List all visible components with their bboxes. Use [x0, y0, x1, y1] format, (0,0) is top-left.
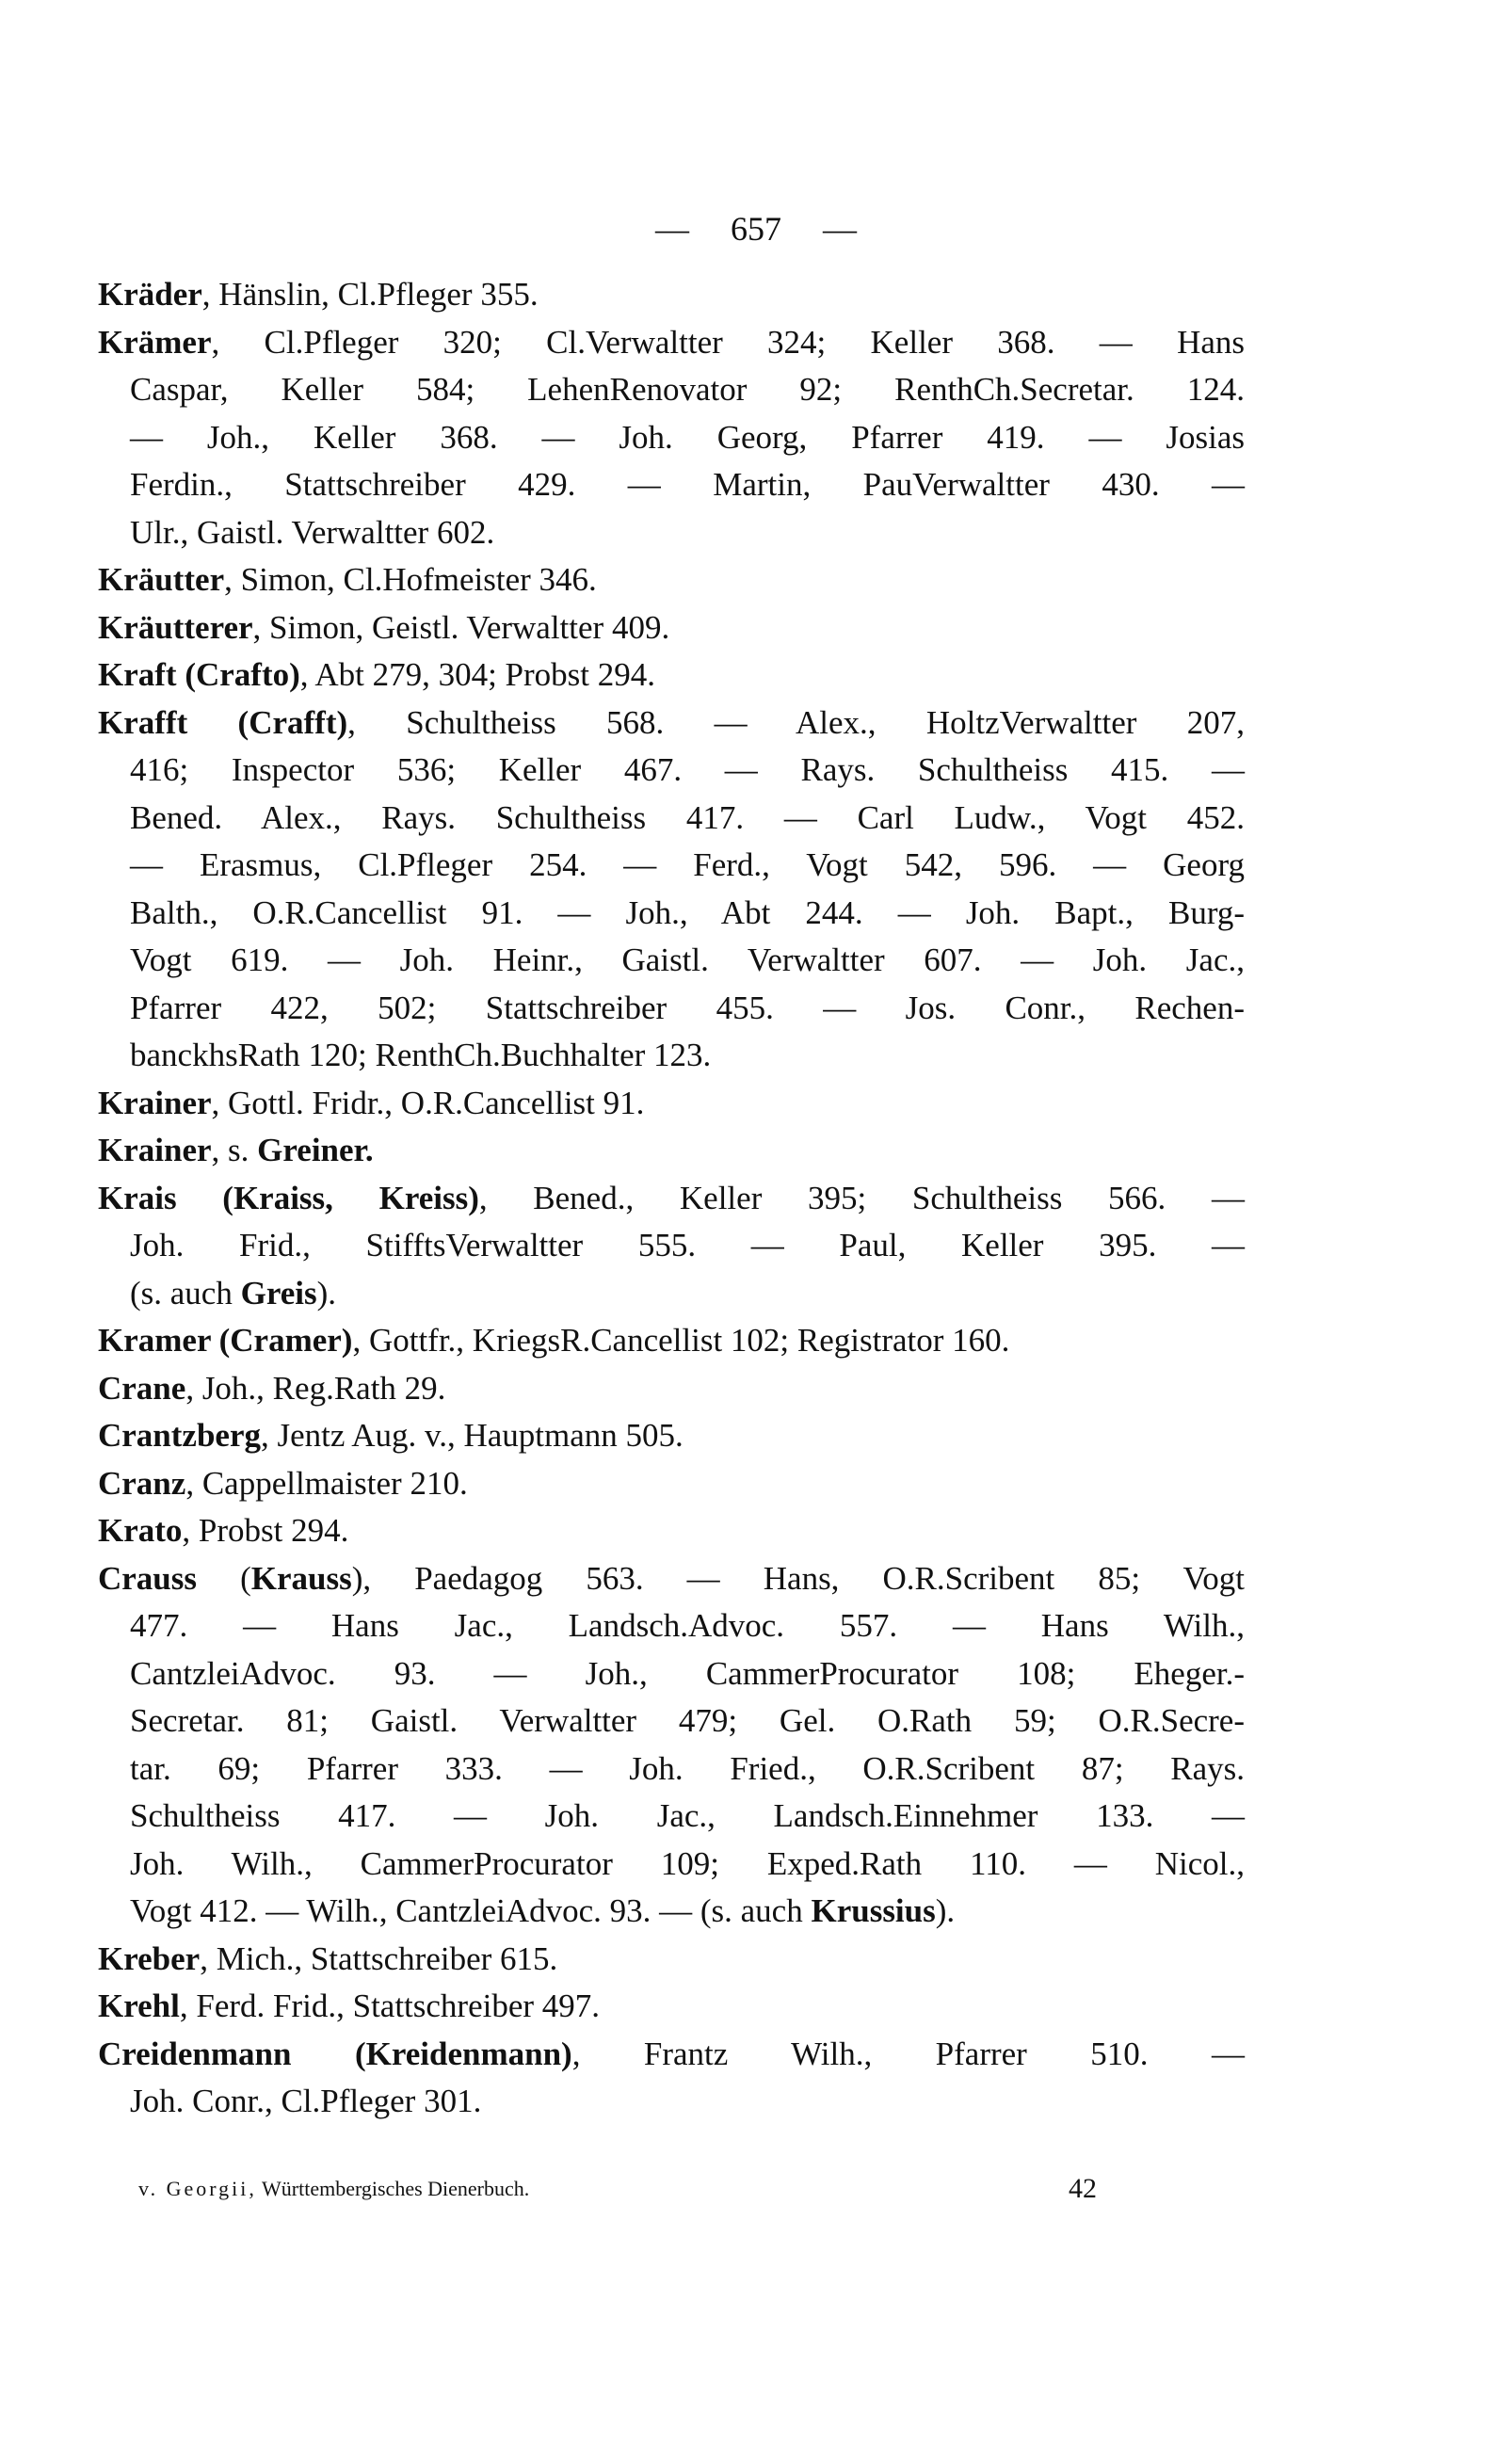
entry-text: , Simon, Geistl. Verwaltter 409.	[252, 608, 670, 646]
entry-text: , Joh., Reg.Rath 29.	[185, 1369, 446, 1407]
register-entry	[98, 1365, 1245, 1413]
register-entry	[98, 604, 1245, 652]
entry-text: (s. auch	[130, 1274, 241, 1311]
entry-line	[98, 1365, 1245, 1413]
entry-text: Joh. Conr., Cl.Pfleger 301.	[130, 2083, 482, 2119]
entry-line	[98, 1127, 1245, 1175]
entry-headword: Greis	[240, 1274, 317, 1311]
entry-line	[98, 509, 1245, 557]
page-number	[0, 209, 1512, 249]
register-entry	[98, 2031, 1245, 2126]
entry-line	[98, 271, 1245, 319]
entry-headword: Kraft (Crafto)	[98, 656, 300, 693]
entry-line	[98, 1841, 1245, 1889]
register-entry	[98, 1317, 1245, 1365]
register-entry	[98, 1555, 1245, 1936]
entry-text: Secretar. 81; Gaistl. Verwaltter 479; Gel. O.Rath 59; O.R.Secre-	[130, 1702, 1245, 1739]
entry-text: , Frantz Wilh., Pfarrer 510. —	[571, 2035, 1245, 2072]
entry-text: , Hänslin, Cl.Pfleger 355.	[201, 276, 539, 313]
entry-line	[98, 700, 1245, 748]
register-entry	[98, 319, 1245, 557]
entry-headword: Kräder	[98, 276, 202, 313]
entry-text: Ulr., Gaistl. Verwaltter 602.	[130, 513, 495, 551]
register-entry	[98, 1983, 1245, 2031]
entry-text: Joh. Frid., StifftsVerwaltter 555. — Paul, Keller 395. —	[130, 1227, 1245, 1263]
entry-line	[98, 937, 1245, 985]
register-entry	[98, 1080, 1245, 1128]
register-entry	[98, 1175, 1245, 1318]
entry-headword: Krehl	[98, 1987, 180, 2024]
entry-text: — Joh., Keller 368. — Joh. Georg, Pfarrer 419. — Josias	[130, 418, 1245, 456]
register-entry	[98, 700, 1245, 1080]
entry-line	[98, 1888, 1245, 1936]
entry-line	[98, 1460, 1245, 1508]
entry-text: 416; Inspector 536; Keller 467. — Rays. Schultheiss 415. —	[130, 751, 1245, 788]
page-number-dash-left: —	[655, 210, 689, 248]
entry-line	[98, 414, 1245, 462]
entry-headword: Crantzberg	[98, 1417, 262, 1454]
entry-line	[98, 1270, 1245, 1318]
entry-line	[98, 1507, 1245, 1555]
entry-text: banckhsRath 120; RenthCh.Buchhalter 123.	[130, 1037, 712, 1073]
entry-headword: Krainer	[98, 1132, 212, 1168]
entry-headword: Cranz	[98, 1464, 186, 1502]
entry-line	[98, 1602, 1245, 1650]
entry-headword: Greiner.	[257, 1132, 374, 1168]
entry-headword: Kramer (Cramer)	[98, 1322, 353, 1359]
entry-headword: Krainer	[98, 1084, 212, 1121]
entry-line	[98, 795, 1245, 843]
register-entry	[98, 1460, 1245, 1508]
entry-line	[98, 1555, 1245, 1603]
register-entries	[98, 271, 1245, 2126]
entry-line	[98, 1650, 1245, 1698]
entry-text: Balth., O.R.Cancellist 91. — Joh., Abt 244. — Joh. Bapt., Burg-	[130, 893, 1245, 931]
entry-text: , Schultheiss 568. — Alex., HoltzVerwaltter 207,	[347, 703, 1245, 741]
entry-headword: Krais (Kraiss, Kreiss)	[98, 1179, 479, 1216]
entry-line	[98, 1317, 1245, 1365]
entry-text: , Probst 294.	[182, 1512, 349, 1549]
entry-text: CantzleiAdvoc. 93. — Joh., CammerProcurator 108; Eheger.-	[130, 1654, 1245, 1692]
entry-text: , Bened., Keller 395; Schultheiss 566. —	[478, 1179, 1245, 1216]
page-number-dash-right: —	[823, 210, 857, 248]
entry-line	[98, 604, 1245, 652]
register-entry	[98, 652, 1245, 700]
entry-headword: Kräutter	[98, 561, 225, 598]
entry-line	[98, 652, 1245, 700]
printer-signature: 42	[1069, 2173, 1097, 2204]
entry-text: Joh. Wilh., CammerProcurator 109; Exped.Rath 110. — Nicol.,	[130, 1844, 1245, 1882]
entry-line	[98, 985, 1245, 1033]
register-entry	[98, 271, 1245, 319]
entry-text: , Gottfr., KriegsR.Cancellist 102; Registrator 160.	[352, 1322, 1010, 1359]
entry-text: — Erasmus, Cl.Pfleger 254. — Ferd., Vogt 542, 596. — Georg	[130, 846, 1245, 883]
entry-text: ), Paedagog 563. — Hans, O.R.Scribent 85; Vogt	[351, 1559, 1245, 1597]
entry-line	[98, 366, 1245, 414]
entry-line	[98, 1222, 1245, 1270]
entry-line	[98, 461, 1245, 509]
entry-text: , Simon, Cl.Hofmeister 346.	[224, 561, 597, 598]
entry-text: Vogt 619. — Joh. Heinr., Gaistl. Verwaltter 607. — Joh. Jac.,	[130, 941, 1245, 978]
entry-text: , Jentz Aug. v., Hauptmann 505.	[261, 1417, 684, 1454]
entry-line	[98, 1412, 1245, 1460]
entry-text: Schultheiss 417. — Joh. Jac., Landsch.Einnehmer 133. —	[130, 1797, 1245, 1834]
entry-text: Pfarrer 422, 502; Stattschreiber 455. — Jos. Conr., Rechen-	[130, 989, 1245, 1026]
footer-author: v. Georgii,	[138, 2177, 257, 2200]
entry-line	[98, 1032, 1245, 1080]
entry-text: Vogt 412. — Wilh., CantzleiAdvoc. 93. — (s. auch	[130, 1892, 812, 1929]
entry-line	[98, 1698, 1245, 1746]
entry-line	[98, 1936, 1245, 1984]
entry-line	[98, 319, 1245, 367]
footer-book-title: Württembergisches Dienerbuch.	[262, 2177, 530, 2200]
entry-line	[98, 556, 1245, 604]
entry-line	[98, 1746, 1245, 1794]
entry-line	[98, 842, 1245, 890]
page-footer	[138, 2173, 1174, 2204]
entry-headword: Creidenmann (Kreidenmann)	[98, 2035, 572, 2072]
entry-text: , Ferd. Frid., Stattschreiber 497.	[179, 1987, 601, 2024]
entry-text: , Cappellmaister 210.	[185, 1464, 468, 1502]
entry-headword: Kräutterer	[98, 608, 253, 646]
entry-text: , Abt 279, 304; Probst 294.	[299, 656, 656, 693]
entry-text: tar. 69; Pfarrer 333. — Joh. Fried., O.R.Scribent 87; Rays.	[130, 1749, 1245, 1787]
entry-line	[98, 1793, 1245, 1841]
entry-headword: Crauss	[98, 1559, 198, 1597]
entry-text: (	[197, 1559, 251, 1597]
entry-line	[98, 1080, 1245, 1128]
page-number-value: 657	[731, 210, 781, 248]
entry-headword: Krauss	[250, 1559, 352, 1597]
entry-text: Bened. Alex., Rays. Schultheiss 417. — Carl Ludw., Vogt 452.	[130, 798, 1245, 836]
entry-text: ).	[935, 1892, 956, 1929]
entry-headword: Krämer	[98, 323, 212, 361]
entry-line	[98, 2078, 1245, 2126]
entry-headword: Kreber	[98, 1939, 201, 1977]
entry-text: , s.	[211, 1132, 258, 1168]
entry-text: , Gottl. Fridr., O.R.Cancellist 91.	[211, 1084, 645, 1121]
register-entry	[98, 1936, 1245, 1984]
entry-text: Ferdin., Stattschreiber 429. — Martin, PauVerwaltter 430. —	[130, 466, 1245, 503]
entry-line	[98, 890, 1245, 938]
entry-headword: Krafft (Crafft)	[98, 703, 348, 741]
entry-headword: Krussius	[811, 1892, 936, 1929]
entry-text: , Mich., Stattschreiber 615.	[200, 1939, 558, 1977]
register-entry	[98, 1507, 1245, 1555]
entry-text: , Cl.Pfleger 320; Cl.Verwaltter 324; Keller 368. — Hans	[211, 323, 1245, 361]
register-entry	[98, 556, 1245, 604]
entry-line	[98, 1983, 1245, 2031]
entry-text: 477. — Hans Jac., Landsch.Advoc. 557. — Hans Wilh.,	[130, 1607, 1245, 1644]
entry-text: ).	[316, 1274, 337, 1311]
entry-line	[98, 747, 1245, 795]
entry-line	[98, 1175, 1245, 1223]
entry-headword: Crane	[98, 1369, 186, 1407]
entry-headword: Krato	[98, 1512, 183, 1549]
entry-line	[98, 2031, 1245, 2079]
register-entry	[98, 1412, 1245, 1460]
entry-text: Caspar, Keller 584; LehenRenovator 92; RenthCh.Secretar. 124.	[130, 371, 1245, 408]
register-entry	[98, 1127, 1245, 1175]
